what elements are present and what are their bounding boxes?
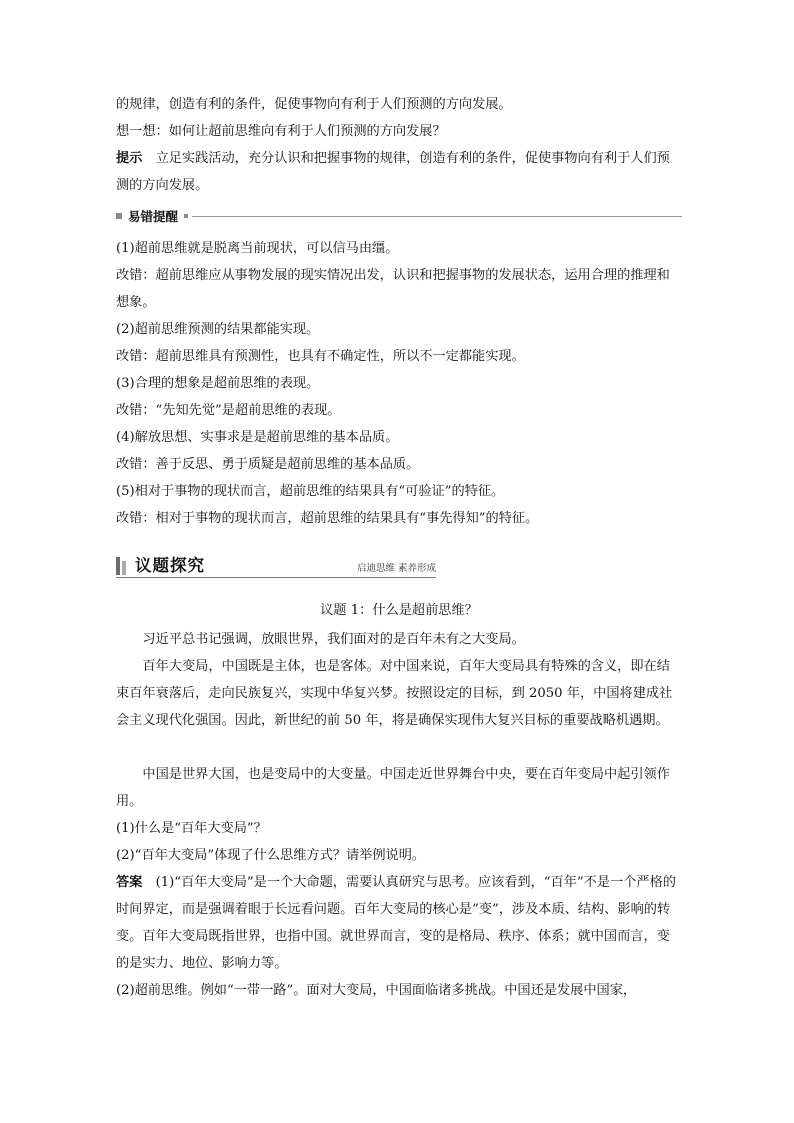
tip-statement: (5)相对于事物的现状而言，超前思维的结果具有“可验证”的特征。 [116, 484, 505, 499]
tip-statement: (1)超前思维就是脱离当前现状，可以信马由缰。 [116, 241, 399, 256]
answer-text: (1)“百年大变局”是一个大命题，需要认真研究与思考。应该看到，“百年”不是一个严格的时间界定，而是强调着眼于长远看问题。百年大变局的核心是“变”，涉及本质、结构、影响的转变。百年大变局既指世界，也指中国。就世界而言，变的是格局、秩序、体系；就中国而言，变的是实力、地位、影响力等。 [116, 875, 676, 971]
divider-line [192, 216, 682, 217]
tip-section-title: 易错提醒 [128, 209, 179, 224]
think-question [116, 118, 682, 145]
square-bullet-icon [116, 213, 122, 219]
tip-correction: 改错：超前思维具有预测性，也具有不确定性，所以不一定都能实现。 [116, 349, 525, 364]
think-label: 想一想： [116, 124, 169, 139]
hint-text: 立足实践活动，充分认识和把握事物的规律，创造有利的条件，促使事物向有利于人们预测的方向发展。 [116, 151, 670, 193]
hint-label: 提示 [116, 151, 143, 166]
section-title: 议题探究 [135, 556, 205, 575]
tip-statement: (3)合理的想象是超前思维的表现。 [116, 376, 320, 391]
section-subtitle: 启迪思维 素养形成 [356, 563, 436, 574]
tip-correction: 改错：相对于事物的现状而言，超前思维的结果具有“事先得知”的特征。 [116, 511, 539, 526]
answer-paragraph: (2)超前思维。例如“一带一路”。面对大变局，中国面临诸多挑战。中国还是发展中国家， [116, 983, 637, 998]
square-bullet-icon [184, 214, 188, 218]
tip-correction: 改错：超前思维应从事物发展的现实情况出发，认识和把握事物的发展状态，运用合理的推理和想象。 [116, 268, 670, 310]
tip-correction: 改错：善于反思、勇于质疑是超前思维的基本品质。 [116, 457, 420, 472]
section-marker-icon [116, 557, 128, 575]
hint-paragraph [116, 145, 682, 199]
tip-statement: (4)解放思想、实事求是是超前思维的基本品质。 [116, 430, 399, 445]
tip-section-header [116, 207, 682, 225]
think-text: 如何让超前思维向有利于人们预测的方向发展？ [168, 124, 446, 139]
topic-paragraph: 百年大变局，中国既是主体，也是客体。对中国来说，百年大变局具有特殊的含义，即在结束百年衰落后，走向民族复兴，实现中华复兴梦。按照设定的目标，到 2050 年，中国将建成社会主义现代化强国。因此，新世纪的前 50 年，将是确保实现伟大复兴目标的重要战略机遇期。 [116, 659, 673, 728]
section-underline [116, 577, 436, 578]
topic-heading: 议题 1：什么是超前思维？ [320, 603, 478, 618]
section-header [116, 556, 436, 578]
question-item: (2)“百年大变局”体现了什么思维方式？请举例说明。 [116, 848, 426, 863]
continued-text-line: 的规律，创造有利的条件，促使事物向有利于人们预测的方向发展。 [116, 97, 512, 112]
topic-paragraph: 习近平总书记强调，放眼世界，我们面对的是百年未有之大变局。 [142, 632, 525, 647]
question-item: (1)什么是“百年大变局”？ [116, 821, 267, 836]
answer-label: 答案 [116, 875, 143, 890]
tip-correction: 改错：“先知先觉”是超前思维的表现。 [116, 403, 341, 418]
topic-paragraph: 中国是世界大国，也是变局中的大变量。中国走近世界舞台中央，要在百年变局中起引领作用。 [116, 767, 670, 809]
answer-paragraph [116, 869, 682, 977]
tip-statement: (2)超前思维预测的结果都能实现。 [116, 322, 320, 337]
